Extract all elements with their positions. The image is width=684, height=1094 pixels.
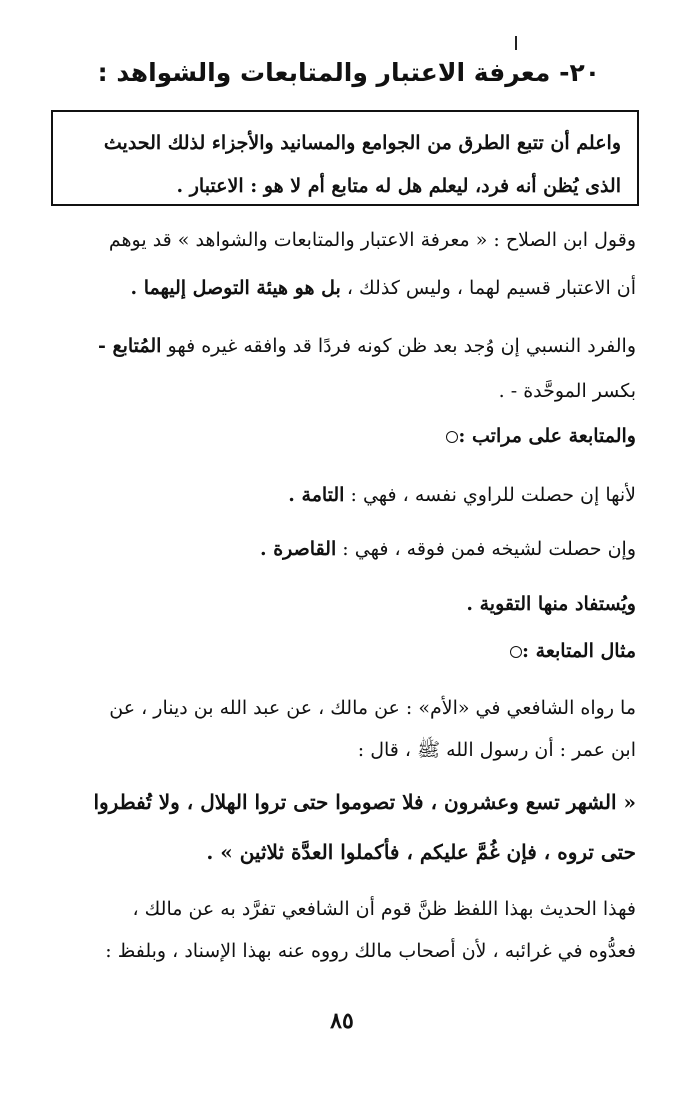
text-line: لأنها إن حصلت للراوي نفسه ، فهي : التامة . [288,484,636,506]
section-heading: ٢٠- معرفة الاعتبار والمتابعات والشواهد : [97,58,600,87]
box-line: الذى يُظن أنه فرد، ليعلم هل له متابع أم لا هو : الاعتبار . [176,175,621,197]
text-line: والفرد النسبي إن وُجد بعد ظن كونه فردًا قد وافقه غيره فهو المُتابع - [97,335,636,357]
bullet-circle-icon [446,431,458,443]
page-number: ٨٥ [330,1008,354,1034]
text-line: فعدُّوه في غرائبه ، لأن أصحاب مالك رووه عنه بهذا الإسناد ، وبلفظ : [105,940,636,962]
box-line: واعلم أن تتبع الطرق من الجوامع والمسانيد والأجزاء لذلك الحديث [103,132,621,154]
text-line: ويُستفاد منها التقوية . [466,593,636,615]
bullet-circle-icon [510,646,522,658]
text-line: ابن عمر : أن رسول الله ﷺ ، قال : [357,739,636,761]
quote-line: « الشهر تسع وعشرون ، فلا تصوموا حتى تروا الهلال ، ولا تُفطروا [93,790,636,814]
text-line: ما رواه الشافعي في «الأم» : عن مالك ، عن عبد الله بن دينار ، عن [109,697,636,719]
text-line: وإن حصلت لشيخه فمن فوقه ، فهي : القاصرة . [259,538,636,560]
bullet-item: مثال المتابعة : [502,640,636,662]
bullet-item: والمتابعة على مراتب : [438,425,636,447]
text-line: بكسر الموحَّدة - . [498,380,636,402]
text-line: فهذا الحديث بهذا اللفظ ظنَّ قوم أن الشافعي تفرَّد به عن مالك ، [132,898,636,920]
highlight-box [51,110,639,206]
text-line: أن الاعتبار قسيم لهما ، وليس كذلك ، بل هو هيئة التوصل إليهما . [130,277,636,299]
margin-mark [515,36,517,50]
quote-line: حتى تروه ، فإن غُمَّ عليكم ، فأكملوا العدَّة ثلاثين » . [206,840,636,864]
text-line: وقول ابن الصلاح : « معرفة الاعتبار والمتابعات والشواهد » قد يوهم [108,229,636,251]
